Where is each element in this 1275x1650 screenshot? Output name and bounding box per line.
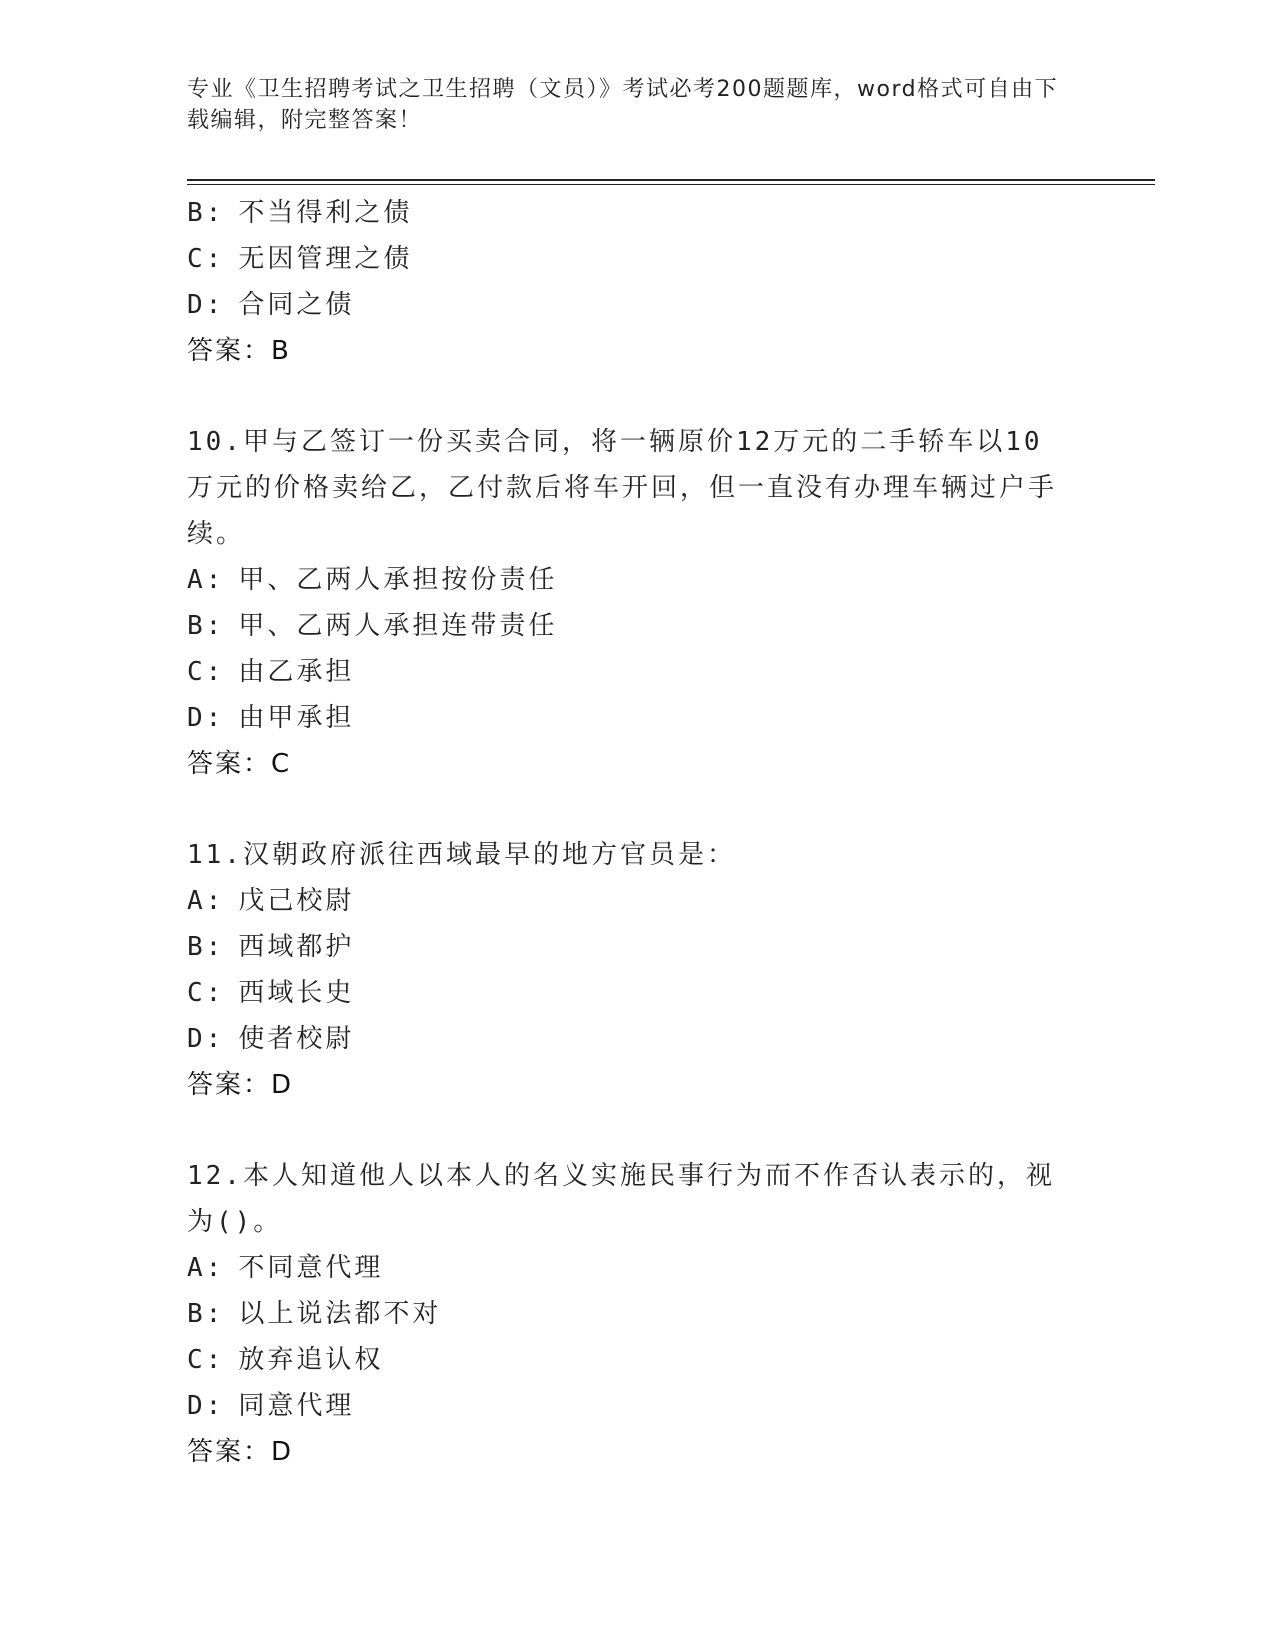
option-c: C: 由乙承担 [187,657,355,687]
question-stem: 10.甲与乙签订一份买卖合同，将一辆原价12万元的二手轿车以10万元的价格卖给乙，乙付款后将车开回，但一直没有办理车辆过户手续。 [187,427,1058,549]
document-header: 专业《卫生招聘考试之卫生招聘（文员）》考试必考200题题库，word格式可自由下载编辑，附完整答案！ [187,77,1059,133]
option-a: A: 不同意代理 [187,1253,384,1283]
answer-line: 答案：B [187,336,291,366]
question-block [187,1153,1087,1475]
option-b: B: 甲、乙两人承担连带责任 [187,611,558,641]
header-rule [187,179,1155,181]
option-c: C: 西域长史 [187,978,355,1008]
answer-line: 答案：D [187,1437,294,1467]
question-stem: 12.本人知道他人以本人的名义实施民事行为而不作否认表示的，视为()。 [187,1161,1055,1237]
option-a: A: 戊己校尉 [187,886,355,916]
option-d: D: 同意代理 [187,1391,355,1421]
answer-line: 答案：C [187,749,292,779]
header-rule-thin [187,184,1155,185]
question-block [187,419,1087,787]
question-stem: 11.汉朝政府派往西域最早的地方官员是： [187,840,736,870]
carryover-block [187,190,1087,374]
option-c: C: 放弃追认权 [187,1345,384,1375]
answer-line: 答案：D [187,1070,294,1100]
option-b: B: 以上说法都不对 [187,1299,442,1329]
question-list [187,190,1087,1475]
option-b: B: 不当得利之债 [187,198,413,228]
option-d: D: 由甲承担 [187,703,355,733]
option-a: A: 甲、乙两人承担按份责任 [187,565,558,595]
option-d: D: 合同之债 [187,290,355,320]
option-b: B: 西域都护 [187,932,355,962]
option-d: D: 使者校尉 [187,1024,355,1054]
question-block [187,832,1087,1108]
option-c: C: 无因管理之债 [187,244,413,274]
